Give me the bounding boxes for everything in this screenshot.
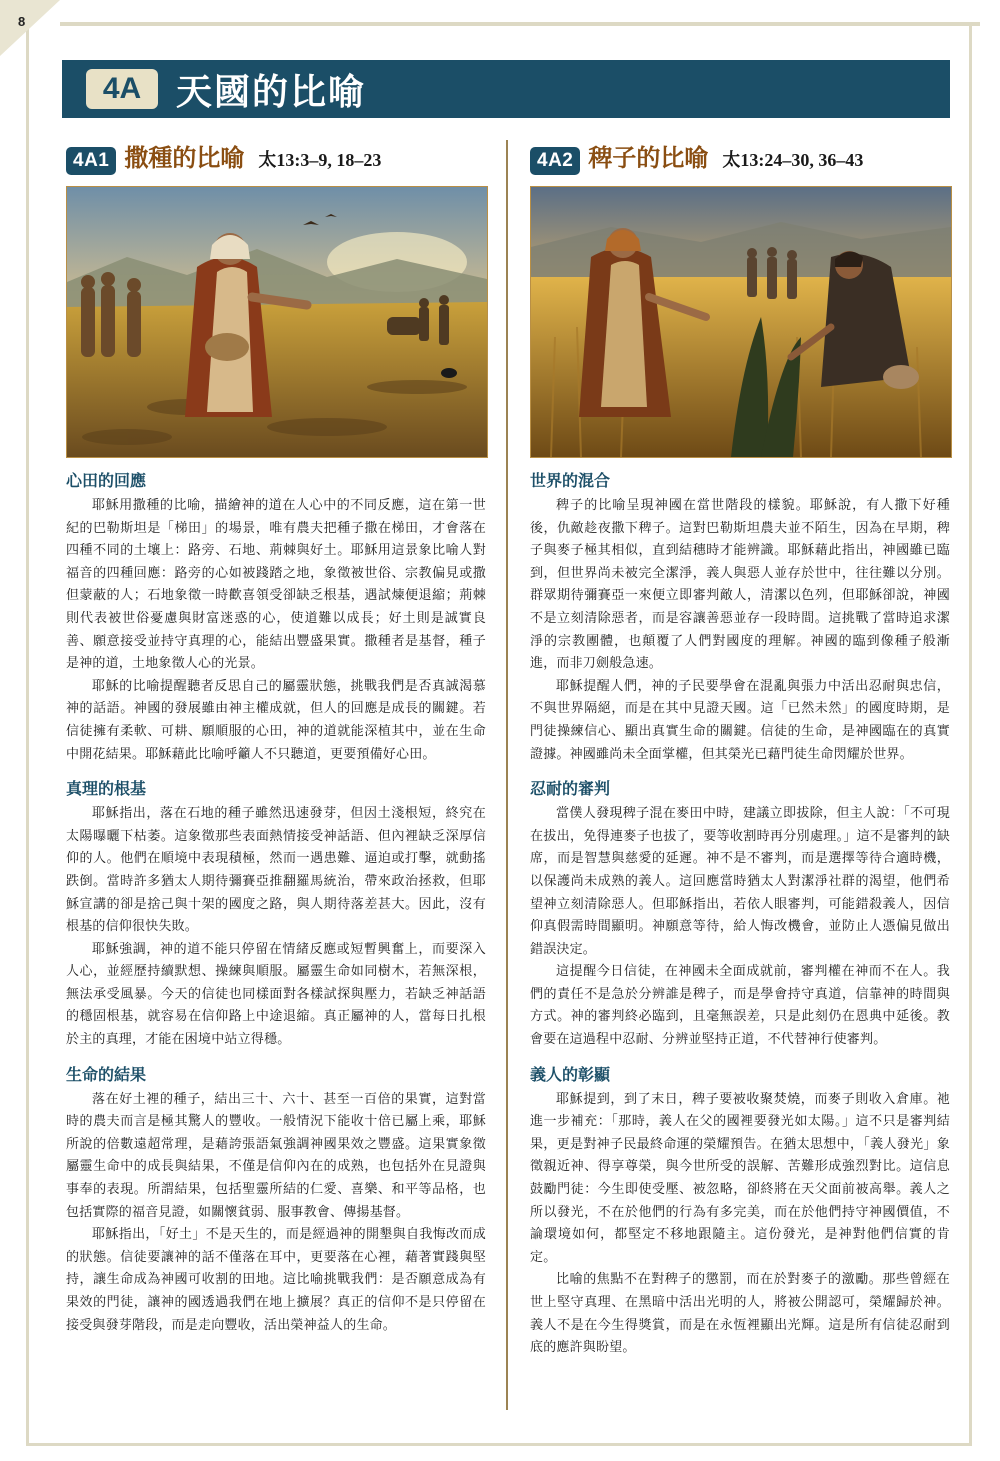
paragraph: 比喻的焦點不在對稗子的懲罰，而在於對麥子的激勵。那些曾經在世上堅守真理、在黑暗中活出光明的人，將被公開認可，榮耀歸於神。義人不是在今生得獎賞，而是在永恆裡顯出光輝。這是所有信徒忍耐到底的應許與盼望。 — [530, 1272, 950, 1356]
chapter-title-bar — [62, 60, 950, 118]
subheading: 生命的結果 — [66, 1064, 147, 1084]
left-column — [66, 138, 486, 1337]
paragraph: 耶穌提到，到了末日，稗子要被收聚焚燒，而麥子則收入倉庫。祂進一步補充：「那時，義人在父的國裡要發光如太陽。」這不只是審判結果，更是對神子民最終命運的榮耀預告。在猶太思想中，「義人發光」象徵親近神、得享尊榮，與今世所受的誤解、苦難形成強烈對比。這信息鼓勵門徒：今生即使受壓、被忽略，卻終將在天父面前被高舉。義人之所以發光，不在於他們的行為有多完美，而在於他們持守神國價值，不論環境如何，都堅定不移地跟隨主。這份發光，是神對他們信實的肯定。 — [530, 1091, 950, 1265]
page-number: 8 — [18, 14, 26, 29]
subheading: 世界的混合 — [530, 471, 611, 490]
scripture-reference: 太13:3–9, 18–23 — [258, 150, 382, 170]
paragraph: 耶穌的比喻提醒聽者反思自己的屬靈狀態，挑戰我們是否真誠渴慕神的話語。神國的發展雖由神主權成就，但人的回應是成長的關鍵。若信徒擁有柔軟、可耕、願順服的心田，神的道就能深植其中，並在生命中開花結果。耶穌藉此比喻呼籲人不只聽道，更要預備好心田。 — [66, 678, 486, 762]
section-tag: 4A2 — [530, 147, 580, 175]
top-border — [60, 22, 980, 26]
chapter-title: 天國的比喻 — [176, 71, 367, 113]
paragraph: 耶穌指出，「好土」不是天生的，而是經過神的開墾與自我悔改而成的狀態。信徒要讓神的話不僅落在耳中，更要落在心裡，藉著實踐與堅持，讓生命成為神國可收割的田地。這比喻挑戰我們：是否願意成為有果效的門徒，讓神的國透過我們在地上擴展？真正的信仰不是只停留在接受與發芽階段，而是走向豐收，活出榮神益人的生命。 — [66, 1227, 486, 1333]
section-title: 稗子的比喻 — [588, 144, 709, 172]
subheading: 真理的根基 — [66, 779, 147, 799]
chapter-tag: 4A — [86, 69, 158, 109]
wheat-tares-illustration — [530, 186, 952, 458]
right-column — [530, 138, 950, 1360]
paragraph: 耶穌強調，神的道不能只停留在情緒反應或短暫興奮上，而要深入人心，並經歷持續默想、操練與順服。屬靈生命如同樹木，若無深根，無法承受風暴。今天的信徒也同樣面對各樣試探與壓力，若缺乏神話語的穩固根基，就容易在信仰路上中途退縮。真正屬神的人，當每日扎根於主的真理，才能在困境中站立得穩。 — [66, 941, 486, 1048]
paragraph: 當僕人發現稗子混在麥田中時，建議立即拔除，但主人說：「不可現在拔出，免得連麥子也拔了，要等收割時再分別處理。」這不是審判的缺席，而是智慧與慈愛的延遲。神不是不審判，而是選擇等待合適時機，以保護尚未成熟的義人。這回應當時猶太人對潔淨社群的渴望，他們希望神立刻清除惡人。但耶穌指出，若依人眼審判，可能錯殺義人，因信仰真假需時間顯明。神願意等待，給人悔改機會，並防止人憑偏見做出錯誤決定。 — [530, 806, 950, 957]
section-header — [66, 138, 486, 182]
paragraph: 耶穌指出，落在石地的種子雖然迅速發芽，但因土淺根短，終究在太陽曝曬下枯萎。這象徵那些表面熱情接受神話語、但內裡缺乏深厚信仰的人。他們在順境中表現積極，然而一遇患難、逼迫或打擊，就動搖跌倒。當時許多猶太人期待彌賽亞推翻羅馬統治，帶來政治拯救，但耶穌宣講的卻是捨己與十架的國度之路，與人期待落差甚大。因此，沒有根基的信仰很快失敗。 — [66, 806, 486, 935]
section-tag: 4A1 — [66, 147, 116, 175]
section-header — [530, 138, 950, 182]
scripture-reference: 太13:24–30, 36–43 — [722, 150, 864, 170]
section-title: 撒種的比喻 — [124, 144, 245, 172]
subheading: 義人的彰顯 — [530, 1064, 611, 1084]
paragraph: 落在好土裡的種子，結出三十、六十、甚至一百倍的果實，這對當時的農夫而言是極其驚人的豐收。一般情況下能收十倍已屬上乘，耶穌所說的倍數遠超常理，是藉誇張語氣強調神國果效之豐盛。這果實象徵屬靈生命中的成長與結果，不僅是信仰內在的成熟，也包括外在見證與事奉的表現。所謂結果，包括聖靈所結的仁愛、喜樂、和平等品格，也包括實際的福音見證，如關懷貧弱、服事教會、傳揚基督。 — [66, 1091, 486, 1220]
subheading: 心田的回應 — [66, 471, 147, 490]
paragraph: 稗子的比喻呈現神國在當世階段的樣貌。耶穌說，有人撒下好種後，仇敵趁夜撒下稗子。這對巴勒斯坦農夫並不陌生，因為在早期，稗子與麥子極其相似，直到結穗時才能辨識。耶穌藉此指出，神國雖已臨到，但世界尚未被完全潔淨，義人與惡人並存於世中，往往難以分別。群眾期待彌賽亞一來便立即審判敵人，清潔以色列，但耶穌卻說，神國不是立刻清除惡者，而是容讓善惡並存一段時間。這挑戰了當時追求潔淨的宗教團體，也顛覆了人們對國度的理解。神國的臨到像種子般漸進，而非刀劍般急速。 — [530, 498, 950, 672]
subheading: 忍耐的審判 — [530, 779, 611, 799]
paragraph: 耶穌用撒種的比喻，描繪神的道在人心中的不同反應，這在第一世紀的巴勒斯坦是「梯田」的場景，唯有農夫把種子撒在梯田，才會落在四種不同的土壤上：路旁、石地、荊棘與好土。耶穌用這景象比喻人對福音的四種回應：路旁的心如被踐踏之地，象徵被世俗、宗教偏見或撒但蒙蔽的人；石地象徵一時歡喜領受卻缺乏根基，遇試煉便退縮；荊棘則代表被世俗憂慮與財富迷惑的心，使道難以成長；好土則是誠實良善、願意接受並持守真理的心，能結出豐盛果實。撒種者是基督，種子是神的道，土地象徵人心的光景。 — [66, 498, 486, 672]
paragraph: 耶穌提醒人們，神的子民要學會在混亂與張力中活出忍耐與忠信，不與世界隔絕，而是在其中見證天國。這「已然未然」的國度時期，是門徒操練信心、顯出真實生命的關鍵。信徒的生命，是神國臨在的真實證據。神國雖尚未全面掌權，但其榮光已藉門徒生命閃耀於世界。 — [530, 678, 950, 762]
sower-illustration — [66, 186, 488, 458]
column-divider — [506, 140, 508, 1410]
paragraph: 這提醒今日信徒，在神國未全面成就前，審判權在神而不在人。我們的責任不是急於分辨誰是稗子，而是學會持守真道，信靠神的時間與方式。神的審判終必臨到，且毫無誤差，只是此刻仍在恩典中延後。教會要在這過程中忍耐、分辨並堅持正道，不代替神行使審判。 — [530, 964, 950, 1048]
